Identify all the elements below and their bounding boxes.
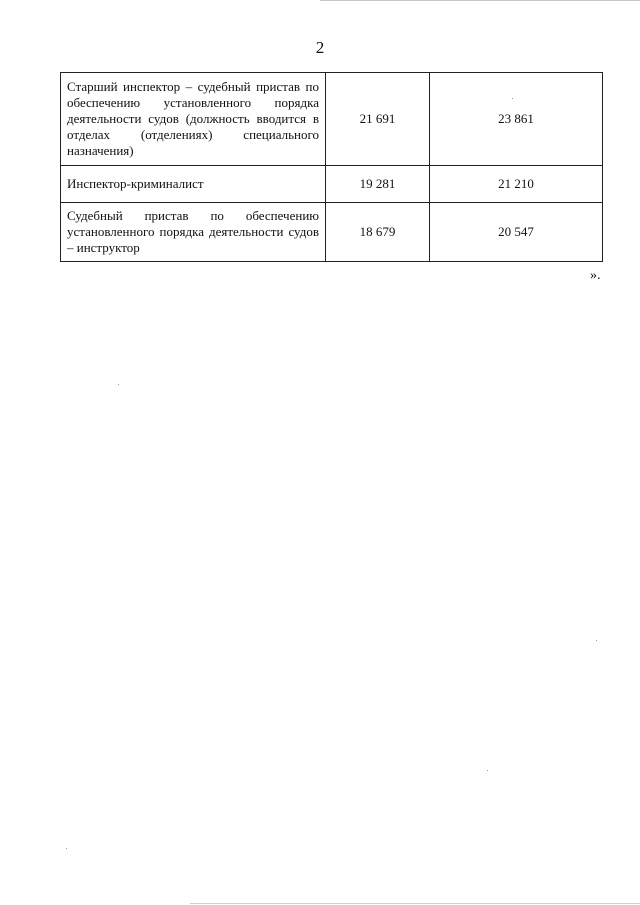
scan-edge-bottom	[190, 903, 640, 904]
scan-speck	[512, 98, 513, 99]
table-row	[61, 73, 603, 166]
salary-value-2: 21 210	[430, 166, 603, 203]
scan-speck	[487, 770, 488, 771]
salary-value-2: 20 547	[430, 203, 603, 262]
closing-quote: ».	[590, 268, 601, 283]
page-number: 2	[315, 38, 325, 57]
scan-edge-top	[320, 0, 640, 1]
scan-speck	[66, 848, 67, 849]
scan-speck	[118, 384, 119, 385]
salary-table	[60, 72, 603, 262]
salary-value-1: 18 679	[326, 203, 430, 262]
salary-value-1: 19 281	[326, 166, 430, 203]
table-row	[61, 166, 603, 203]
position-title: Старший инспектор – судебный пристав по обеспечению установленного порядка деятельности судов (должность вводится в отделах (отделениях) специального назначения)	[61, 73, 326, 166]
position-title: Судебный пристав по обеспечению установленного порядка деятельности судов – инструктор	[61, 203, 326, 262]
salary-value-1: 21 691	[326, 73, 430, 166]
position-title: Инспектор-криминалист	[61, 166, 326, 203]
salary-value-2: 23 861	[430, 73, 603, 166]
scan-speck	[596, 640, 597, 641]
table-row	[61, 203, 603, 262]
